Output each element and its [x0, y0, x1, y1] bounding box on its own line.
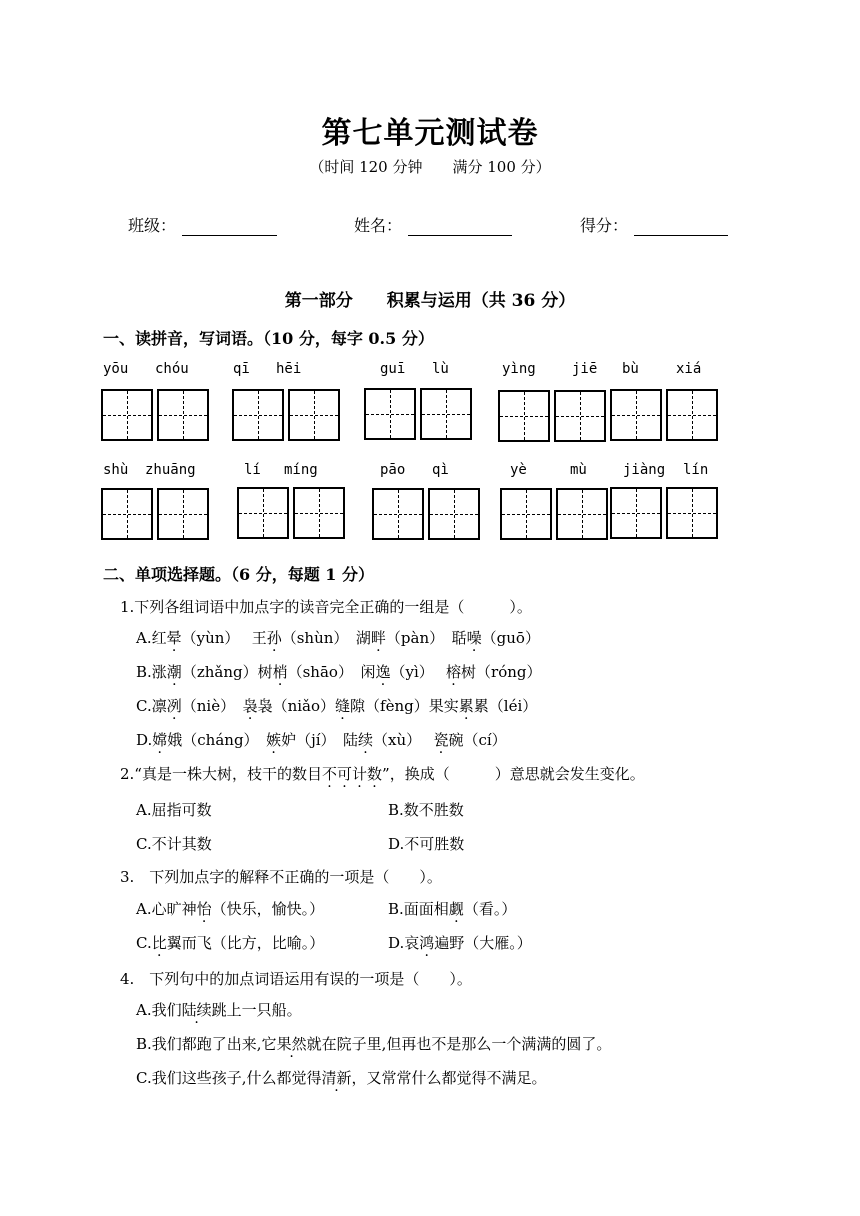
writing-cell[interactable] — [554, 390, 606, 442]
q1-option-d[interactable]: D.嫦娥（cháng） 嫉妒（jí） 陆续（xù） 瓷碗（cí） — [136, 731, 507, 749]
pinyin-label: míng — [284, 462, 318, 478]
question-4-stem: 4. 下列句中的加点词语运用有误的一项是（ ）。 — [120, 970, 472, 988]
q1-option-a[interactable]: A.红晕（yùn） 王孙（shùn） 湖畔（pàn） 聒噪（guō） — [136, 629, 540, 647]
pinyin-label: hēi — [276, 361, 302, 377]
score-label: 得分： — [580, 216, 629, 235]
pinyin-label: xiá — [676, 361, 702, 377]
q3-option-c[interactable]: C.比翼而飞（比方，比喻。） — [136, 934, 325, 952]
class-label: 班级： — [128, 216, 177, 235]
q2-option-b[interactable]: B.数不胜数 — [388, 801, 464, 819]
q3-option-d[interactable]: D.哀鸿遍野（大雁。） — [388, 934, 532, 952]
pinyin-label: pāo — [380, 462, 406, 478]
pinyin-label: yōu — [103, 361, 129, 377]
writing-cell[interactable] — [288, 389, 340, 441]
question-3-stem: 3. 下列加点字的解释不正确的一项是（ ）。 — [120, 868, 442, 886]
writing-cell[interactable] — [364, 388, 416, 440]
question-1-stem: 1.下列各组词语中加点字的读音完全正确的一组是（ ）。 — [120, 598, 532, 616]
pinyin-label: bù — [622, 361, 639, 377]
class-blank[interactable] — [182, 219, 277, 236]
pinyin-label: jiē — [572, 361, 598, 377]
score-field — [580, 213, 728, 236]
pinyin-label: zhuāng — [145, 462, 196, 478]
q4-option-b[interactable]: B.我们都跑了出来,它果然就在院子里,但再也不是那么一个满满的圆了。 — [136, 1035, 612, 1053]
writing-cell[interactable] — [610, 487, 662, 539]
pinyin-label: mù — [570, 462, 587, 478]
page-title: 第七单元测试卷 — [321, 116, 539, 151]
part-one-title: 第一部分 积累与运用（共 36 分） — [284, 291, 576, 311]
question-2-stem: 2.“真是一株大树，枝干的数目不可计数”，换成（ ）意思就会发生变化。 — [120, 765, 645, 783]
writing-cell[interactable] — [610, 389, 662, 441]
q2-option-c[interactable]: C.不计其数 — [136, 835, 212, 853]
writing-cell[interactable] — [157, 389, 209, 441]
pinyin-label: lín — [683, 462, 709, 478]
writing-cell[interactable] — [101, 389, 153, 441]
name-field — [354, 213, 512, 236]
writing-cell[interactable] — [428, 488, 480, 540]
q1-option-b[interactable]: B.涨潮（zhǎng）树梢（shāo） 闲逸（yì） 榕树（róng） — [136, 663, 542, 681]
writing-cell[interactable] — [420, 388, 472, 440]
writing-cell[interactable] — [500, 488, 552, 540]
writing-cell[interactable] — [498, 390, 550, 442]
pinyin-label: lù — [432, 361, 449, 377]
pinyin-label: guī — [380, 361, 406, 377]
class-field — [128, 213, 277, 236]
q4-option-c[interactable]: C.我们这些孩子,什么都觉得清新，又常常什么都觉得不满足。 — [136, 1069, 547, 1087]
writing-cell[interactable] — [232, 389, 284, 441]
writing-cell[interactable] — [666, 389, 718, 441]
score-blank[interactable] — [634, 219, 728, 236]
q3-option-b[interactable]: B.面面相觑（看。） — [388, 900, 517, 918]
pinyin-label: yè — [510, 462, 527, 478]
pinyin-label: chóu — [155, 361, 189, 377]
pinyin-label: yìng — [502, 361, 536, 377]
section-one-title: 一、读拼音，写词语。（10 分，每字 0.5 分） — [103, 329, 434, 348]
writing-cell[interactable] — [666, 487, 718, 539]
q3-option-a[interactable]: A.心旷神怡（快乐，愉快。） — [136, 900, 325, 918]
q1-option-c[interactable]: C.凛冽（niè） 袅袅（niǎo）缝隙（fèng）果实累累（léi） — [136, 697, 538, 715]
pinyin-label: shù — [103, 462, 129, 478]
name-blank[interactable] — [408, 219, 512, 236]
section-two-title: 二、单项选择题。（6 分，每题 1 分） — [103, 565, 374, 584]
page-subtitle: （时间 120 分钟 满分 100 分） — [309, 158, 551, 176]
q4-option-a[interactable]: A.我们陆续跳上一只船。 — [136, 1001, 302, 1019]
pinyin-label: qì — [432, 462, 449, 478]
writing-cell[interactable] — [372, 488, 424, 540]
q2-option-d[interactable]: D.不可胜数 — [388, 835, 465, 853]
writing-cell[interactable] — [237, 487, 289, 539]
pinyin-label: qī — [233, 361, 250, 377]
writing-cell[interactable] — [556, 488, 608, 540]
writing-cell[interactable] — [157, 488, 209, 540]
q2-option-a[interactable]: A.屈指可数 — [136, 801, 212, 819]
pinyin-label: lí — [244, 462, 261, 478]
pinyin-label: jiàng — [623, 462, 666, 478]
name-label: 姓名： — [354, 216, 403, 235]
writing-cell[interactable] — [101, 488, 153, 540]
writing-cell[interactable] — [293, 487, 345, 539]
